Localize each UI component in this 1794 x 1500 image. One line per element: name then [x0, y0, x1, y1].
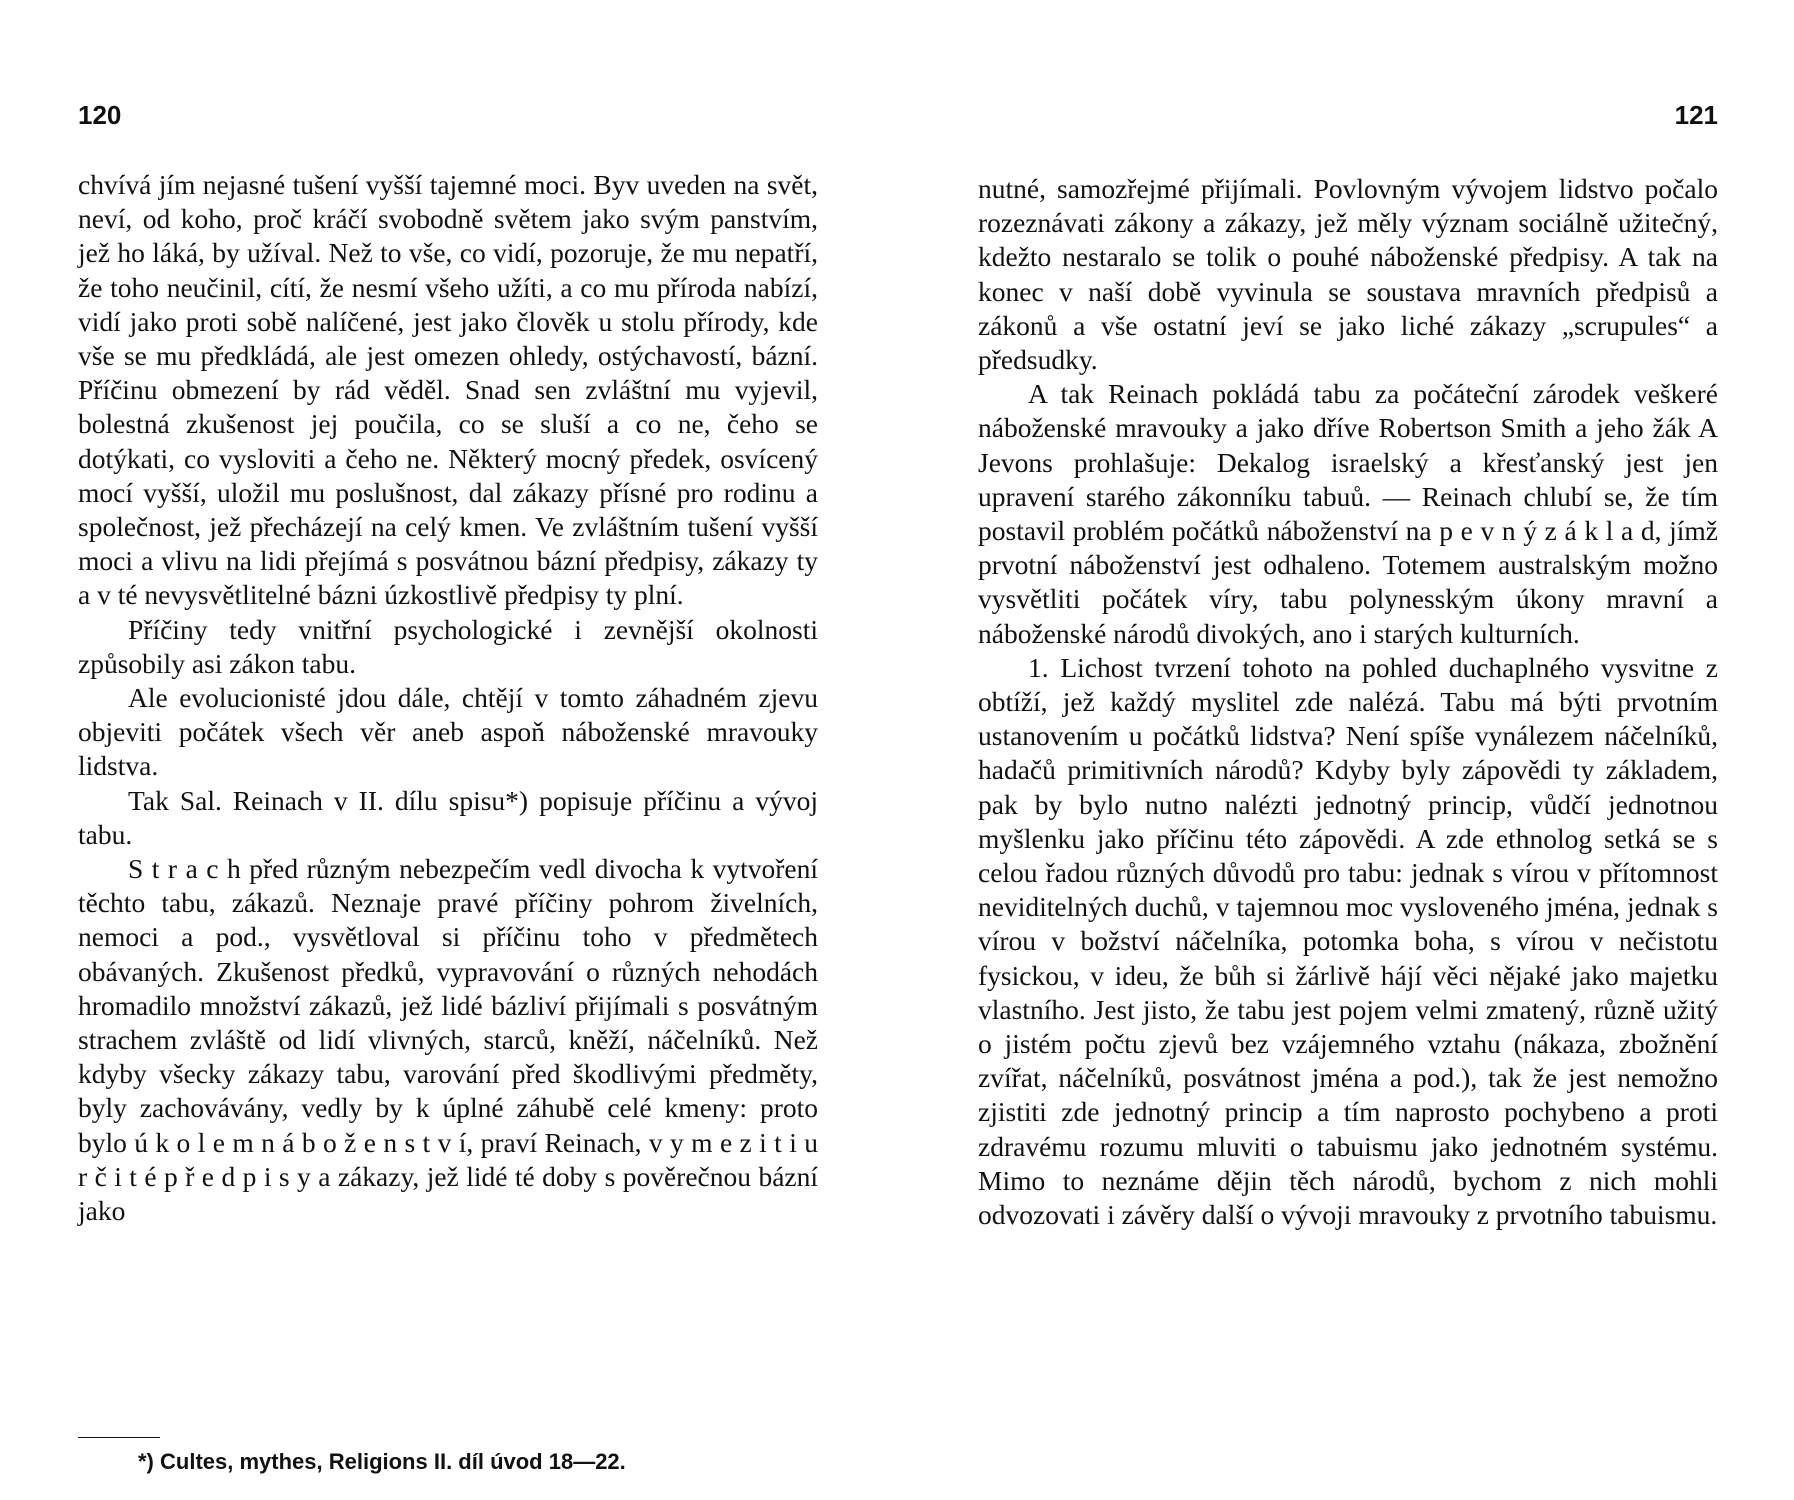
left-page: [78, 0, 818, 1500]
footnote: *) Cultes, mythes, Religions II. díl úvod 18—22.: [138, 1449, 626, 1474]
paragraph: 1. Lichost tvrzení tohoto na pohled duchaplného vysvitne z obtíží, jež každý myslitel zde nalézá. Tabu má býti prvotním ustanovením u počátků lidstva? Není spíše vynálezem náčelníků, hadačů primitivních národů? Kdyby byly zápovědi ty základem, pak by bylo nutno nalézti jednotný princip, vůdčí jednotnou myšlenku jako příčinu této zápovědi. A zde ethnolog setká se s celou řadou různých důvodů pro tabu: jednak s vírou v přítomnost neviditelných duchů, v tajemnou moc vysloveného jména, jednak s vírou v božství náčelníka, potomka boha, s vírou v nečistotu fysickou, v ideu, že bůh si žárlivě hájí věci nějaké jako majetku vlastního. Jest jisto, že tabu jest pojem velmi zmatený, různě užitý o jistém počtu zjevů bez vzájemného vztahu (nákaza, zbožnění zvířat, náčelníků, posvátnost jména a pod.), tak že jest nemožno zjistiti zde jednotný princip a tím naprosto pochybeno a proti zdravému rozumu mluviti o tabuismu jako jednotném systému. Mimo to neznáme dějin těch národů, bychom z nich mohli odvozovati i závěry další o vývoji mravouky z prvotního tabuismu.: [978, 651, 1718, 1231]
paragraph: chvívá jím nejasné tušení vyšší tajemné moci. Byv uveden na svět, neví, od koho, proč kráčí svobodně světem jako svým panstvím, jež ho láká, by užíval. Než to vše, co vidí, pozoruje, že mu nepatří, že toho neučinil, cítí, že nesmí všeho užíti, a co mu příroda nabízí, vidí jako proti sobě nalíčené, jest jako člověk u stolu přírody, kde vše se mu předkládá, ale jest omezen ohledy, ostýchavostí, bázní. Příčinu obmezení by rád věděl. Snad sen zvláštní mu vyjevil, bolestná zkušenost jej poučila, co se sluší a co ne, čeho se dotýkati, co vysloviti a čeho ne. Některý mocný předek, osvícený mocí vyšší, uložil mu poslušnost, dal zákazy přísné pro rodinu a společnost, jež přecházejí na celý kmen. Ve zvláštním tušení vyšší moci a vlivu na lidi přejímá s posvátnou bázní předpisy, zákazy ty a v té nevysvětlitelné bázni úzkostlivě předpisy ty plní.: [78, 169, 818, 611]
left-page-text: [78, 168, 818, 1228]
paragraph: Příčiny tedy vnitřní psychologické i zevnější okolnosti způsobily asi zákon tabu.: [78, 613, 818, 679]
footnote-divider: [78, 1437, 160, 1438]
left-page-number: 120: [78, 100, 122, 130]
paragraph: A tak Reinach pokládá tabu za počáteční zárodek veškeré náboženské mravouky a jako dříve Robertson Smith a jeho žák A Jevons prohlašuje: Dekalog israelský a křesťanský jest jen upravení starého zákonníku tabuů. — Reinach chlubí se, že tím postavil problém počátků náboženství na p e v n ý z á k l a d, jímž prvotní náboženství jest odhaleno. Totemem australským možno vysvětliti počátek víry, tabu polynesským úkony mravní a náboženské národů divokých, ano i starých kulturních.: [978, 378, 1718, 649]
paragraph: S t r a c h před různým nebezpečím vedl divocha k vytvoření těchto tabu, zákazů. Neznaje pravé příčiny pohrom živelních, nemoci a pod., vysvětloval si příčinu toho v předmětech obávaných. Zkušenost předků, vypravování o různých nehodách hromadilo množství zákazů, jež lidé bázliví přijímali s posvátným strachem zvláště od lidí vlivných, starců, kněží, náčelníků. Než kdyby všecky zákazy tabu, varování před škodlivými předměty, byly zachovávány, vedly by k úplné záhubě celé kmeny: proto bylo ú k o l e m n á b o ž e n s t v í, praví Reinach, v y m e z i t i u r č i t é p ř e d p i s y a zákazy, jež lidé té doby s pověrečnou bázní jako: [78, 853, 818, 1227]
right-page: [978, 0, 1718, 1500]
paragraph: Tak Sal. Reinach v II. dílu spisu*) popisuje příčinu a vývoj tabu.: [78, 784, 818, 850]
right-page-text: [978, 172, 1718, 1232]
right-page-number: 121: [1674, 100, 1718, 130]
paragraph: Ale evolucionisté jdou dále, chtějí v tomto záhadném zjevu objeviti počátek všech věr aneb aspoň náboženské mravouky lidstva.: [78, 682, 818, 782]
paragraph: nutné, samozřejmé přijímali. Povlovným vývojem lidstvo počalo rozeznávati zákony a zákazy, jež měly význam sociálně užitečný, kdežto nestaralo se tolik o pouhé náboženské předpisy. A tak na konec v naší době vyvinula se soustava mravních předpisů a zákonů a vše ostatní jeví se jako liché zákazy „scrupules“ a předsudky.: [978, 173, 1718, 376]
